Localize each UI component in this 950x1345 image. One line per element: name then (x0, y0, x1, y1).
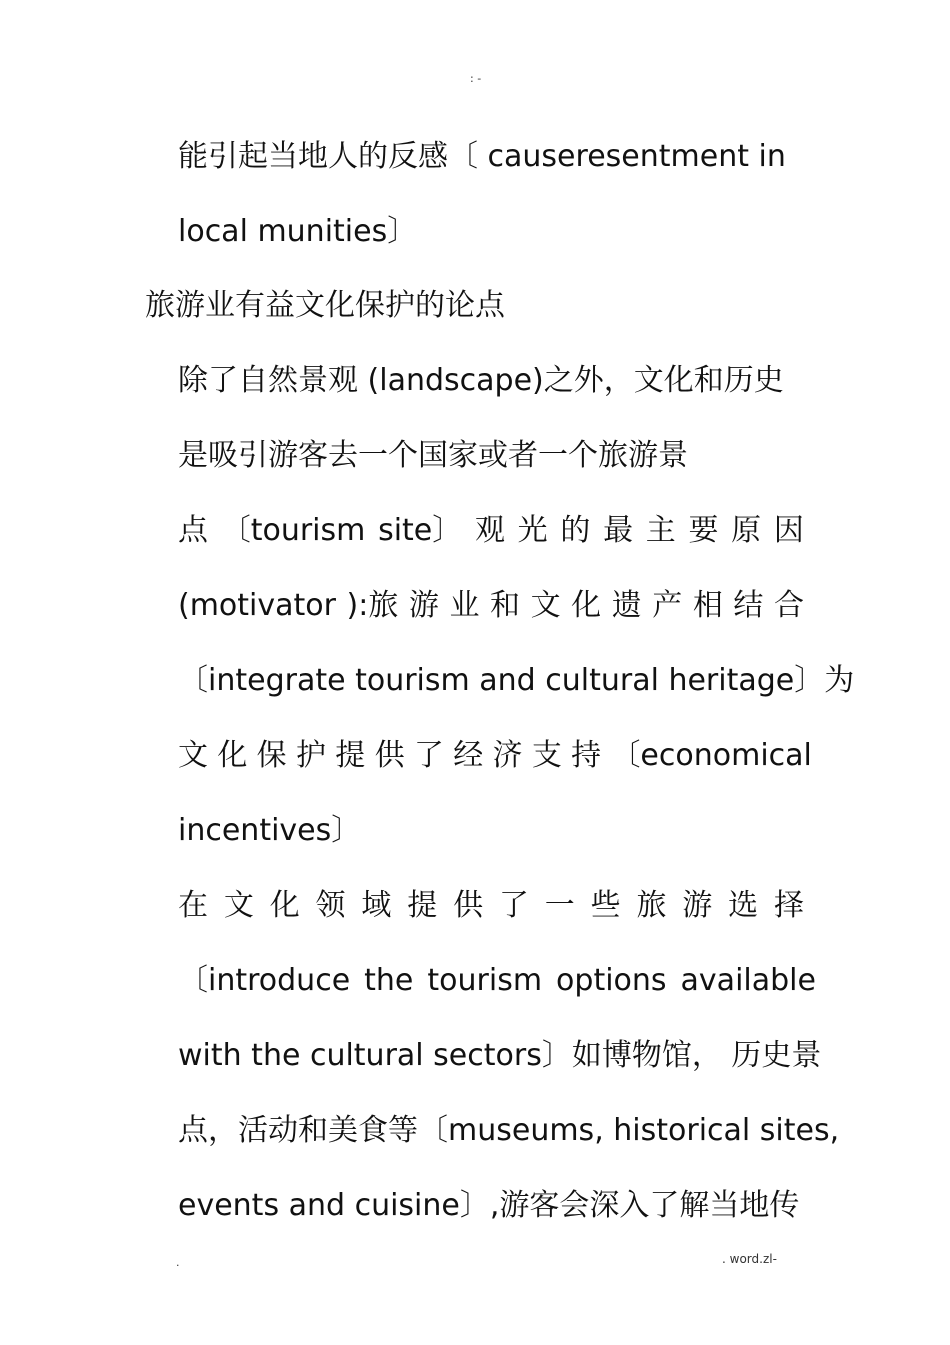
text-token: 光 (517, 513, 548, 548)
text-token: 提 (407, 888, 438, 923)
text-token: 〔tourism (220, 513, 366, 548)
text-token: 了 (498, 888, 529, 923)
text-line (178, 512, 804, 550)
text-token: 相 (692, 588, 723, 623)
footer-left-mark: . (176, 1256, 180, 1269)
text-token: 化 (217, 738, 248, 773)
text-token: 文 (178, 738, 208, 773)
text-line: local munities〕 (178, 214, 418, 249)
text-token: 供 (374, 738, 405, 773)
text-token: 支 (531, 738, 562, 773)
text-token: 文 (223, 888, 254, 923)
text-token: 因 (773, 513, 804, 548)
text-line (178, 887, 804, 925)
text-token: 产 (652, 588, 683, 623)
text-line: 点，活动和美食等〔museums, historical sites, (178, 1113, 840, 1148)
section-heading: 旅游业有益文化保护的论点 (145, 288, 505, 323)
text-token: 选 (728, 888, 759, 923)
text-token: 经 (453, 738, 484, 773)
text-token: 游 (682, 888, 713, 923)
text-line: with the cultural sectors〕如博物馆， 历史景 (178, 1038, 822, 1073)
text-token: 结 (733, 588, 764, 623)
text-token: 领 (315, 888, 346, 923)
text-token: tourism (427, 963, 543, 998)
text-token: site〕 (378, 513, 463, 548)
text-token: 业 (449, 588, 480, 623)
text-token: 观 (474, 513, 505, 548)
text-token: 原 (731, 513, 762, 548)
text-token: 供 (453, 888, 484, 923)
text-token: 化 (571, 588, 602, 623)
text-token: 些 (590, 888, 621, 923)
text-token: 〔introduce (178, 963, 351, 998)
footer-watermark: . word.zl- (722, 1252, 777, 1266)
text-token: 在 (178, 888, 208, 923)
text-token: 化 (269, 888, 300, 923)
text-line (178, 587, 804, 625)
text-line: incentives〕 (178, 813, 362, 848)
text-token: 持 (571, 738, 602, 773)
text-token: 和 (490, 588, 521, 623)
text-token: available (680, 963, 816, 998)
text-token: 济 (492, 738, 523, 773)
text-line: events and cuisine〕,游客会深入了解当地传 (178, 1188, 800, 1223)
text-token: 提 (335, 738, 366, 773)
text-token: 游 (408, 588, 439, 623)
text-token: ):旅 (346, 588, 399, 623)
text-token: 主 (645, 513, 676, 548)
text-token: 遗 (611, 588, 642, 623)
text-token: 域 (361, 888, 392, 923)
text-token: 合 (773, 588, 804, 623)
text-line: 是吸引游客去一个国家或者一个旅游景 (178, 438, 688, 473)
text-token: 的 (560, 513, 591, 548)
text-token: 最 (603, 513, 634, 548)
text-token: 一 (544, 888, 575, 923)
text-line: 除了自然景观 (landscape)之外，文化和历史 (178, 363, 784, 398)
text-token: 〔economical (610, 738, 812, 773)
text-token: 择 (773, 888, 804, 923)
text-token: 文 (530, 588, 561, 623)
text-line (178, 737, 812, 775)
text-token: 保 (256, 738, 287, 773)
text-line: 能引起当地人的反感〔 causeresentment in (178, 139, 786, 174)
text-line: 〔integrate tourism and cultural heritage〕为 (178, 663, 855, 698)
text-token: the (364, 963, 414, 998)
text-token: options (556, 963, 667, 998)
text-line (178, 962, 816, 1000)
text-token: 点 (178, 513, 208, 548)
text-token: 要 (688, 513, 719, 548)
text-token: (motivator (178, 588, 336, 623)
text-token: 旅 (636, 888, 667, 923)
text-token: 了 (413, 738, 444, 773)
page-header-mark: : - (470, 72, 482, 85)
text-token: 护 (295, 738, 326, 773)
